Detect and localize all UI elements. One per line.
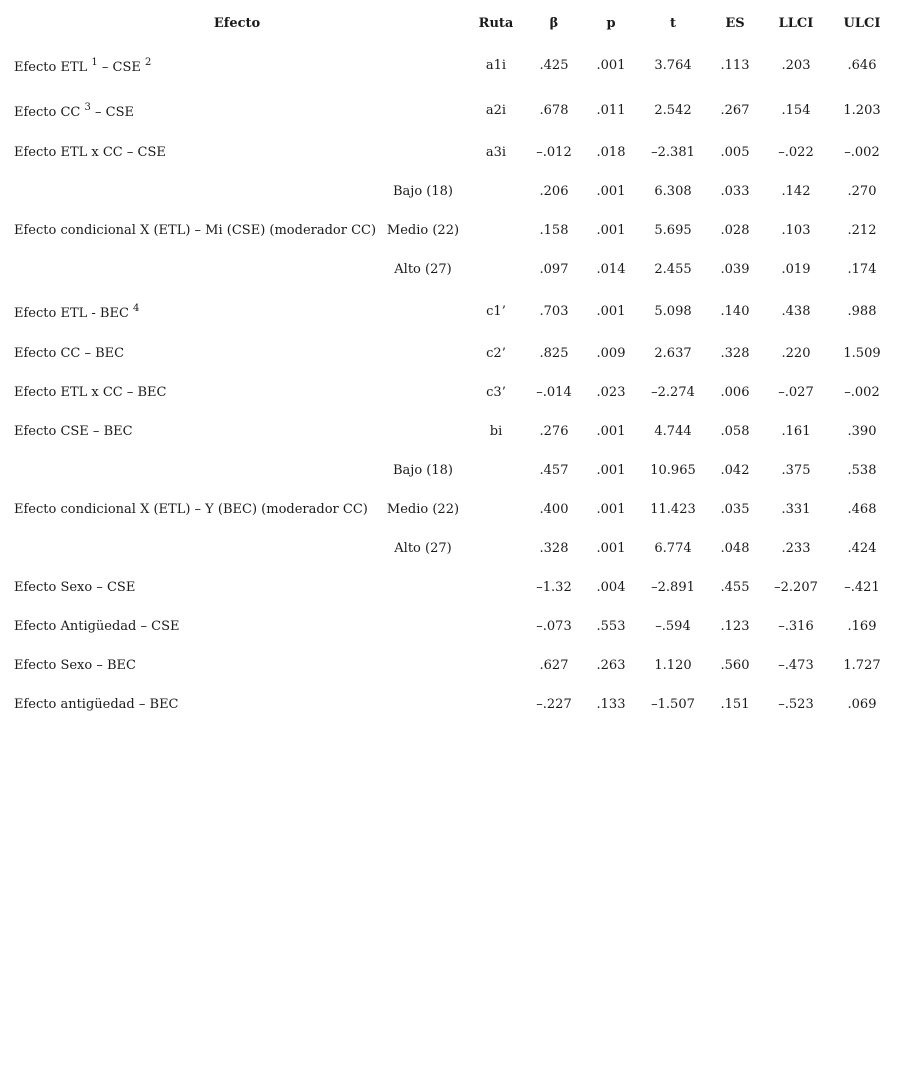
cell-beta: .825: [539, 346, 569, 361]
cell-beta: .678: [539, 103, 569, 118]
cell-beta: .276: [539, 424, 569, 439]
cell-p: .553: [596, 619, 626, 634]
cell-es: .123: [720, 619, 750, 634]
footnote-marker: 1: [91, 56, 98, 68]
cell-p: .133: [596, 697, 626, 712]
cell-es: .042: [720, 463, 750, 478]
footnote-marker: 3: [84, 101, 91, 113]
cell-p: .009: [596, 346, 626, 361]
cell-t: 5.098: [654, 304, 692, 319]
cell-efecto: [14, 345, 124, 363]
header-efecto: Efecto: [213, 16, 261, 31]
cell-efecto: [14, 579, 135, 597]
cell-es: .035: [720, 502, 750, 517]
cell-t: –1.507: [651, 697, 695, 712]
cell-efecto: [14, 618, 180, 636]
efecto-text: – CSE: [97, 60, 146, 75]
cell-t: –.594: [655, 619, 691, 634]
cell-p: .263: [596, 658, 626, 673]
cell-es: .005: [720, 145, 750, 160]
cell-efecto: [14, 501, 368, 519]
cell-llci: .103: [781, 223, 811, 238]
cell-p: .001: [596, 223, 626, 238]
cell-p: .001: [596, 502, 626, 517]
cell-llci: –2.207: [774, 580, 818, 595]
cell-llci: .233: [781, 541, 811, 556]
efecto-text: Efecto condicional X (ETL) – Y (BEC) (moderador CC): [14, 502, 368, 517]
cell-ulci: .424: [847, 541, 877, 556]
cell-llci: .154: [781, 103, 811, 118]
cell-beta: .703: [539, 304, 569, 319]
cell-es: .006: [720, 385, 750, 400]
cell-llci: –.022: [778, 145, 814, 160]
cell-es: .560: [720, 658, 750, 673]
cell-efecto: [14, 101, 134, 122]
cell-ulci: .538: [847, 463, 877, 478]
cell-beta: .328: [539, 541, 569, 556]
cell-moderator-level: Medio (22): [386, 502, 460, 517]
cell-ulci: .212: [847, 223, 877, 238]
cell-es: .151: [720, 697, 750, 712]
cell-es: .328: [720, 346, 750, 361]
cell-ruta: a3i: [485, 145, 507, 160]
cell-ulci: .169: [847, 619, 877, 634]
cell-beta: .457: [539, 463, 569, 478]
cell-moderator-level: Medio (22): [386, 223, 460, 238]
efecto-text: Efecto Antigüedad – CSE: [14, 619, 180, 634]
cell-llci: .220: [781, 346, 811, 361]
cell-ruta: c2’: [486, 346, 506, 361]
cell-beta: .206: [539, 184, 569, 199]
cell-p: .001: [596, 184, 626, 199]
cell-ulci: .646: [847, 58, 877, 73]
cell-t: 2.542: [654, 103, 692, 118]
header-ruta: Ruta: [478, 16, 514, 31]
efecto-text: Efecto Sexo – CSE: [14, 580, 136, 595]
header-beta: β: [549, 16, 559, 31]
cell-t: 4.744: [654, 424, 692, 439]
efecto-text: Efecto Sexo – BEC: [14, 658, 136, 673]
cell-efecto: [14, 144, 166, 162]
cell-beta: –.227: [536, 697, 572, 712]
cell-es: .455: [720, 580, 750, 595]
cell-efecto: [14, 696, 179, 714]
cell-moderator-level: Bajo (18): [393, 184, 453, 199]
efecto-text: Efecto antigüedad – BEC: [14, 697, 179, 712]
cell-beta: –1.32: [536, 580, 572, 595]
cell-p: .001: [596, 304, 626, 319]
cell-moderator-level: Bajo (18): [393, 463, 453, 478]
cell-llci: .203: [781, 58, 811, 73]
cell-ulci: 1.509: [843, 346, 881, 361]
cell-moderator-level: Alto (27): [394, 541, 452, 556]
cell-es: .140: [720, 304, 750, 319]
cell-t: 3.764: [654, 58, 692, 73]
efecto-text: Efecto ETL: [14, 60, 92, 75]
efecto-text: Efecto condicional X (ETL) – Mi (CSE) (moderador CC): [14, 223, 377, 238]
cell-beta: –.073: [536, 619, 572, 634]
cell-beta: –.014: [536, 385, 572, 400]
cell-beta: .097: [539, 262, 569, 277]
cell-p: .011: [596, 103, 626, 118]
footnote-marker: 2: [145, 56, 152, 68]
cell-ulci: –.002: [844, 145, 880, 160]
footnote-marker: 4: [133, 302, 140, 314]
header-llci: LLCI: [778, 16, 814, 31]
efecto-text: Efecto ETL - BEC: [14, 306, 134, 321]
cell-efecto: [14, 302, 140, 323]
cell-t: 10.965: [650, 463, 696, 478]
cell-t: 6.308: [654, 184, 692, 199]
cell-ulci: –.421: [844, 580, 880, 595]
cell-es: .033: [720, 184, 750, 199]
cell-llci: –.316: [778, 619, 814, 634]
cell-ruta: a1i: [485, 58, 507, 73]
cell-ruta: c1’: [486, 304, 506, 319]
cell-es: .039: [720, 262, 750, 277]
header-es: ES: [725, 16, 745, 31]
cell-ulci: .069: [847, 697, 877, 712]
cell-efecto: [14, 56, 152, 77]
cell-p: .004: [596, 580, 626, 595]
efecto-text: Efecto ETL x CC – BEC: [14, 385, 167, 400]
cell-llci: .375: [781, 463, 811, 478]
cell-llci: –.523: [778, 697, 814, 712]
cell-t: –2.891: [651, 580, 695, 595]
cell-p: .014: [596, 262, 626, 277]
cell-efecto: [14, 222, 376, 240]
cell-llci: .331: [781, 502, 811, 517]
cell-ulci: .270: [847, 184, 877, 199]
cell-t: 11.423: [650, 502, 696, 517]
cell-p: .023: [596, 385, 626, 400]
cell-ulci: .174: [847, 262, 877, 277]
cell-es: .028: [720, 223, 750, 238]
cell-efecto: [14, 423, 133, 441]
cell-t: 5.695: [654, 223, 692, 238]
cell-llci: –.027: [778, 385, 814, 400]
efecto-text: – CSE: [90, 105, 134, 120]
cell-ruta: a2i: [485, 103, 507, 118]
efecto-text: Efecto CSE – BEC: [14, 424, 133, 439]
cell-t: 2.455: [654, 262, 692, 277]
cell-t: 6.774: [654, 541, 692, 556]
header-p: p: [606, 16, 616, 31]
cell-beta: .400: [539, 502, 569, 517]
cell-p: .001: [596, 424, 626, 439]
cell-t: 2.637: [654, 346, 692, 361]
header-t: t: [669, 16, 676, 31]
cell-beta: .627: [539, 658, 569, 673]
header-ulci: ULCI: [843, 16, 881, 31]
cell-ulci: –.002: [844, 385, 880, 400]
efecto-text: Efecto CC – BEC: [14, 346, 125, 361]
efecto-text: Efecto CC: [14, 105, 85, 120]
cell-ulci: .468: [847, 502, 877, 517]
cell-beta: –.012: [536, 145, 572, 160]
cell-p: .001: [596, 463, 626, 478]
cell-p: .001: [596, 541, 626, 556]
cell-efecto: [14, 384, 167, 402]
cell-beta: .425: [539, 58, 569, 73]
cell-llci: .161: [781, 424, 811, 439]
cell-es: .058: [720, 424, 750, 439]
cell-es: .048: [720, 541, 750, 556]
cell-ulci: .988: [847, 304, 877, 319]
efecto-text: Efecto ETL x CC – CSE: [14, 145, 166, 160]
cell-t: 1.120: [654, 658, 692, 673]
cell-p: .001: [596, 58, 626, 73]
cell-es: .267: [720, 103, 750, 118]
cell-t: –2.381: [651, 145, 695, 160]
cell-beta: .158: [539, 223, 569, 238]
cell-t: –2.274: [651, 385, 695, 400]
cell-ruta: bi: [489, 424, 503, 439]
cell-ulci: .390: [847, 424, 877, 439]
cell-llci: .142: [781, 184, 811, 199]
cell-ulci: 1.203: [843, 103, 881, 118]
cell-llci: –.473: [778, 658, 814, 673]
cell-es: .113: [720, 58, 750, 73]
cell-moderator-level: Alto (27): [394, 262, 452, 277]
cell-ulci: 1.727: [843, 658, 881, 673]
cell-llci: .019: [781, 262, 811, 277]
cell-llci: .438: [781, 304, 811, 319]
cell-p: .018: [596, 145, 626, 160]
cell-ruta: c3’: [486, 385, 506, 400]
cell-efecto: [14, 657, 136, 675]
